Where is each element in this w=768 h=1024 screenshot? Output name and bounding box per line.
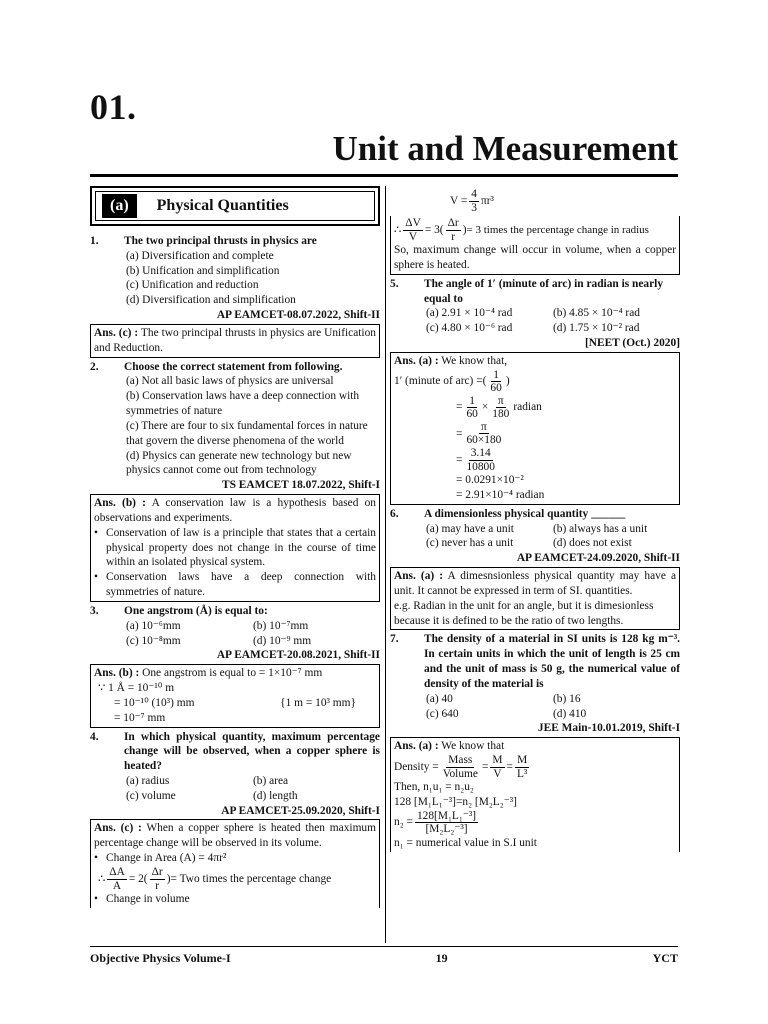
option-c: (c) 10⁻⁸mm bbox=[126, 634, 181, 647]
options-grid bbox=[390, 306, 680, 336]
exam-source: JEE Main-10.01.2019, Shift-I bbox=[537, 722, 680, 735]
question-text: The two principal thrusts in physics are bbox=[124, 235, 317, 247]
publisher: YCT bbox=[652, 951, 678, 965]
chapter-number: 01. bbox=[90, 87, 137, 127]
answer-box bbox=[390, 567, 680, 630]
question-5 bbox=[390, 277, 680, 307]
option-d: (d) length bbox=[253, 789, 298, 802]
answer-text: So, maximum change will occur in volume, when a copper sphere is heated. bbox=[394, 244, 676, 271]
option-a: (a) Diversification and complete bbox=[126, 249, 274, 262]
option-a: (a) may have a unit bbox=[426, 522, 514, 535]
answer-box bbox=[90, 324, 380, 358]
answer-box bbox=[390, 737, 680, 852]
math-line: Density = $\frac{\text{Mass}}{\text{Volume}}$ = $\frac{M}{V}$ = $\frac{M}{\text{L³}}$ bbox=[394, 754, 528, 780]
bullet-item: • Change in Area (A) = 4πr² bbox=[94, 852, 227, 865]
math-line: n₂ = $\frac{\text{128[M₁L₁⁻³]}}{\text{[M₂L₂⁻³]}}$ bbox=[394, 809, 477, 836]
math-line: ∵ 1 Å = 10⁻¹⁰ m bbox=[98, 682, 175, 695]
option-c: (c) There are four to six fundamental forces in nature that govern the diverse phenomena of the world bbox=[126, 419, 368, 447]
option-c: (c) 4.80 × 10⁻⁶ rad bbox=[426, 322, 513, 335]
math-line: 128 [M₁L₁⁻³]=n₂ [M₂L₂⁻³] bbox=[394, 795, 517, 808]
exam-source: TS EAMCET 18.07.2022, Shift-I bbox=[221, 479, 380, 492]
section-header bbox=[90, 186, 380, 226]
column-divider bbox=[385, 186, 386, 943]
answer-label: Ans. (a) : bbox=[394, 354, 439, 367]
answer-label: Ans. (b) : bbox=[94, 667, 140, 680]
book-title: Objective Physics Volume-I bbox=[90, 951, 231, 965]
math-line: = 2.91×10⁻⁴ radian bbox=[456, 488, 545, 501]
option-d: (d) Diversification and simplification bbox=[126, 294, 296, 307]
option-b: (b) 4.85 × 10⁻⁴ rad bbox=[553, 307, 640, 320]
options-grid bbox=[390, 692, 680, 722]
exam-source: AP EAMCET-24.09.2020, Shift-II bbox=[516, 552, 680, 565]
option-a: (a) Not all basic laws of physics are universal bbox=[126, 375, 334, 388]
title-rule bbox=[90, 174, 678, 177]
answer-label: Ans. (a) : bbox=[394, 740, 439, 753]
exam-source: AP EAMCET-20.08.2021, Shift-II bbox=[216, 649, 380, 662]
answer-text: because it is defined to be the ratio of two lengths. bbox=[394, 614, 624, 627]
volume-formula: V = $\frac{4}{3}$ πr³ bbox=[450, 187, 494, 214]
question-3 bbox=[90, 604, 380, 619]
math-note: {1 m = 10³ mm} bbox=[280, 696, 356, 709]
option-d: (d) 410 bbox=[553, 707, 587, 720]
answer-text: A conservation law is a hypothesis based on observations and experiments. bbox=[94, 497, 376, 524]
section-tag: (a) bbox=[102, 194, 137, 219]
option-c: (c) volume bbox=[126, 789, 176, 802]
chapter-title: Unit and Measurement bbox=[332, 129, 678, 168]
exam-source: AP EAMCET-08.07.2022, Shift-II bbox=[216, 309, 380, 322]
math-line: = $\frac{3.14}{10800}$ bbox=[456, 447, 495, 473]
math-line: = $\frac{\pi}{60\times 180}$ bbox=[456, 420, 502, 447]
math-line: Then, n₁u₁ = n₂u₂ bbox=[394, 781, 474, 794]
answer-box bbox=[390, 352, 680, 505]
question-2 bbox=[90, 360, 380, 375]
options-grid bbox=[90, 774, 380, 804]
answer-text: The two principal thrusts in physics are Unification and Reduction. bbox=[94, 326, 376, 354]
answer-box bbox=[90, 819, 380, 907]
question-1 bbox=[90, 234, 380, 249]
answer-text: We know that bbox=[441, 740, 505, 753]
option-b: (b) Unification and simplification bbox=[126, 264, 280, 277]
option-d: (d) does not exist bbox=[553, 537, 632, 550]
math-line: 1′ (minute of arc) = ( $\frac{1}{60}$ ) bbox=[394, 368, 510, 395]
math-line: = 10⁻¹⁰ (10³) mm bbox=[114, 696, 195, 709]
question-4 bbox=[90, 730, 380, 774]
question-number: 6. bbox=[390, 507, 399, 520]
option-b: (b) always has a unit bbox=[553, 522, 648, 535]
answer-box bbox=[90, 664, 380, 727]
answer-text: One angstrom is equal to = 1×10⁻⁷ mm bbox=[142, 667, 323, 680]
answer-text: e.g. Radian in the unit for an angle, but it is dimesionless bbox=[394, 599, 654, 612]
question-text: In which physical quantity, maximum percentage change will be observed, when a copper sphere is heated? bbox=[124, 730, 380, 773]
answer-text: When a copper sphere is heated then maximum percentage change will be observed in its volume. bbox=[94, 822, 376, 850]
option-a: (a) 40 bbox=[426, 692, 453, 705]
math-equation: ∴ $\frac{\Delta V}{V}$ = 3( $\frac{\Delta r}{r}$ ) = 3 times the percentage change in radius bbox=[394, 217, 649, 243]
options-grid bbox=[390, 522, 680, 552]
question-text: A dimensionless physical quantity ______ bbox=[424, 507, 626, 520]
option-b: (b) Conservation laws have a deep connection with symmetries of nature bbox=[126, 390, 360, 418]
option-b: (b) 16 bbox=[553, 692, 581, 705]
answer-label: Ans. (c) : bbox=[94, 326, 139, 339]
option-d: (d) 1.75 × 10⁻² rad bbox=[553, 322, 640, 335]
bullet-item: • Conservation laws have a deep connection with symmetries of nature. bbox=[94, 571, 376, 599]
option-a: (a) radius bbox=[126, 774, 170, 787]
math-line: = 0.0291×10⁻² bbox=[456, 474, 524, 487]
bullet-item: • Conservation of law is a principle that states that a certain physical property does not change in the course of time within an isolated physical system. bbox=[94, 526, 376, 569]
math-line: = $\frac{1}{60}$ × $\frac{\pi}{180}$ radian bbox=[456, 394, 542, 421]
option-b: (b) area bbox=[253, 774, 289, 787]
option-d: (d) Physics can generate new technology but new physics cannot come out from technology bbox=[126, 449, 352, 477]
question-number: 2. bbox=[90, 360, 99, 373]
question-6 bbox=[390, 507, 680, 522]
question-text: The angle of 1′ (minute of arc) in radian is nearly equal to bbox=[424, 277, 664, 305]
answer-text: A dimesnsionless physical quantity may have a unit. It cannot be expressed in term of SI. quantities. bbox=[394, 570, 677, 597]
left-column bbox=[90, 186, 380, 943]
option-b: (b) 10⁻⁷mm bbox=[253, 619, 309, 632]
answer-text: We know that, bbox=[441, 354, 508, 367]
options-grid bbox=[90, 619, 380, 649]
math-line: = 10⁻⁷ mm bbox=[114, 711, 166, 724]
option-a: (a) 10⁻⁶mm bbox=[126, 619, 181, 632]
answer-label: Ans. (b) : bbox=[94, 497, 146, 510]
answer-label: Ans. (a) : bbox=[394, 570, 444, 583]
question-number: 7. bbox=[390, 633, 399, 646]
question-text: The density of a material in SI units is 128 kg m⁻³. In certain units in which the unit of length is 25 cm and the unit of mass is 50 g, the numerical value of density of the material is bbox=[424, 633, 680, 690]
math-equation: ∴ $\frac{\Delta A}{A}$ = 2( $\frac{\Delta r}{r}$ ) = Two times the percentage change bbox=[98, 865, 332, 892]
question-number: 4. bbox=[90, 730, 99, 743]
section-title: Physical Quantities bbox=[156, 196, 289, 214]
option-c: (c) never has a unit bbox=[426, 537, 514, 550]
exam-source: [NEET (Oct.) 2020] bbox=[584, 337, 680, 350]
math-line: n₁ = numerical value in S.I unit bbox=[394, 836, 537, 849]
option-a: (a) 2.91 × 10⁻⁴ rad bbox=[426, 307, 513, 320]
answer-label: Ans. (c) : bbox=[94, 822, 142, 835]
question-text: Choose the correct statement from following. bbox=[124, 360, 343, 373]
question-text: One angstrom (Å) is equal to: bbox=[124, 604, 268, 617]
option-c: (c) 640 bbox=[426, 707, 459, 720]
answer-box bbox=[90, 494, 380, 602]
question-number: 1. bbox=[90, 235, 99, 247]
exam-source: AP EAMCET-25.09.2020, Shift-I bbox=[221, 804, 380, 817]
option-c: (c) Unification and reduction bbox=[126, 279, 259, 292]
right-column bbox=[390, 186, 680, 943]
question-7 bbox=[390, 632, 680, 691]
page-number: 19 bbox=[435, 951, 448, 965]
answer-continuation bbox=[390, 216, 680, 275]
page-footer bbox=[90, 946, 678, 967]
question-number: 3. bbox=[90, 604, 99, 617]
bullet-item: • Change in volume bbox=[94, 893, 190, 906]
option-d: (d) 10⁻⁹ mm bbox=[253, 634, 312, 647]
question-number: 5. bbox=[390, 277, 399, 290]
